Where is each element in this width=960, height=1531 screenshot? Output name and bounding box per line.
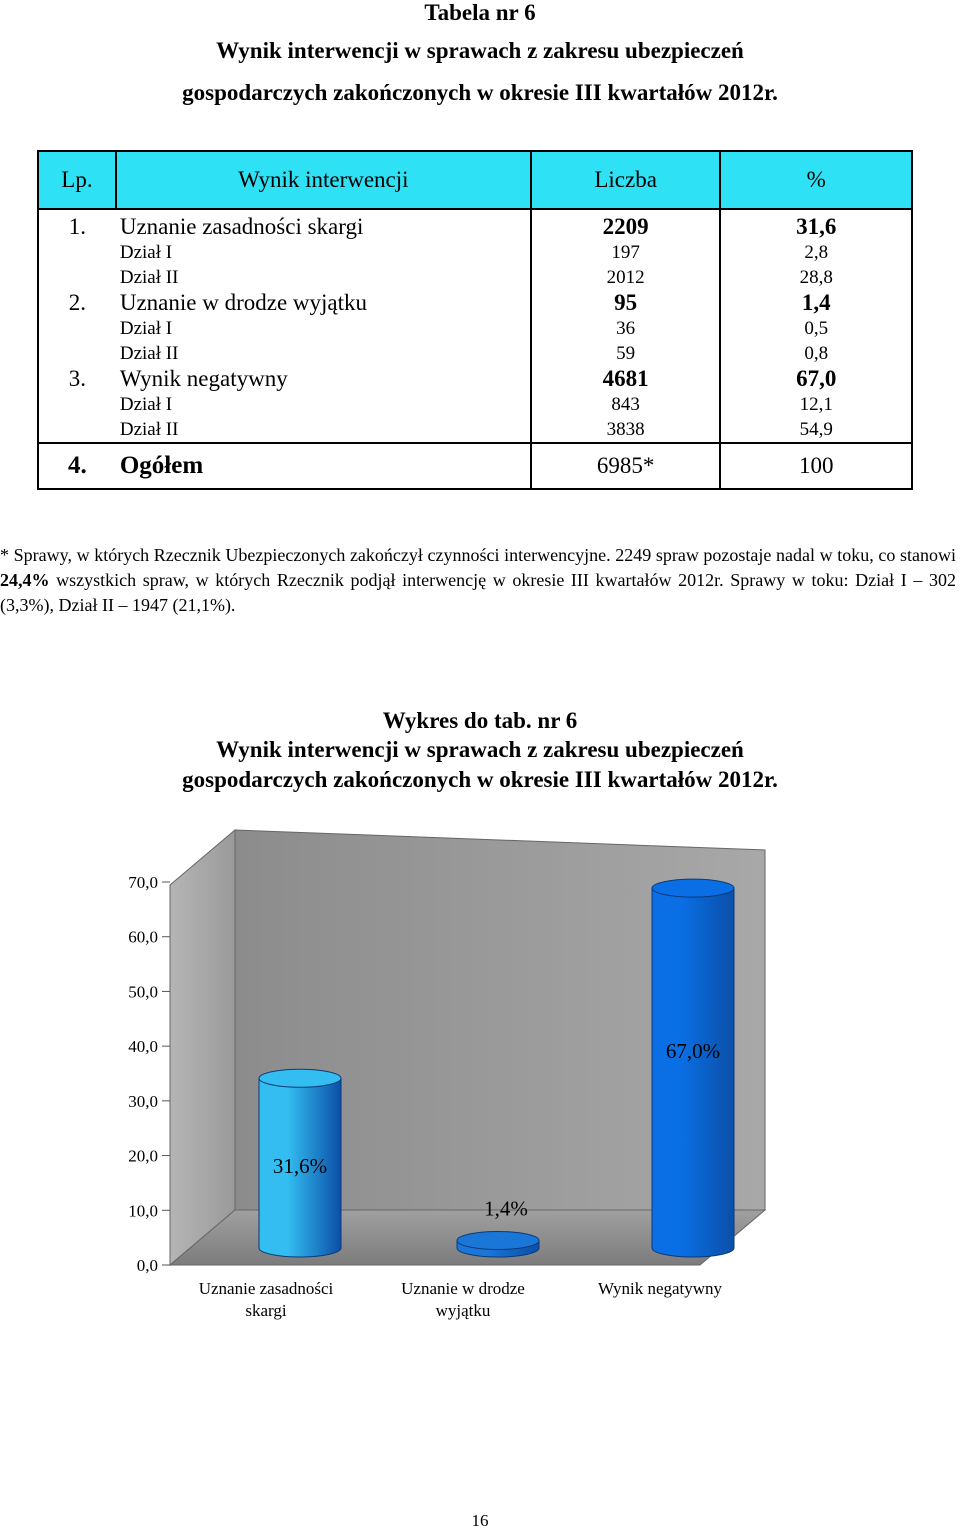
row-name: Dział II <box>119 419 179 440</box>
table-title: Tabela nr 6 <box>424 0 536 25</box>
row-name: Wynik negatywny <box>119 366 288 391</box>
header-percent: % <box>720 151 912 209</box>
row-count: 3838 <box>531 417 721 443</box>
y-tick-label: 10,0 <box>128 1201 158 1221</box>
row-percent: 0,5 <box>720 316 912 341</box>
row-count: 2209 <box>531 214 721 240</box>
row-percent: 67,0 <box>720 366 912 392</box>
row-percent: 31,6 <box>720 214 912 240</box>
row-count: 843 <box>531 392 721 417</box>
y-tick-label: 70,0 <box>128 873 158 892</box>
footnote-text-2: spraw pozostaje nadal w toku, co stanowi <box>651 545 956 565</box>
table-row <box>38 366 912 392</box>
bar <box>652 879 734 1257</box>
total-percent: 100 <box>720 443 912 489</box>
table-row <box>38 417 912 443</box>
bar-chart <box>0 810 960 1350</box>
y-axis-ticks <box>128 873 170 1275</box>
y-tick-label: 0,0 <box>136 1256 158 1275</box>
table-header-row <box>38 151 912 209</box>
bar-top <box>457 1231 539 1249</box>
row-count: 36 <box>531 316 721 341</box>
row-lp: 3. <box>68 366 87 391</box>
bar-top <box>652 879 734 897</box>
chart-title-line1: Wykres do tab. nr 6 <box>382 708 578 733</box>
table-row <box>38 341 912 366</box>
row-name: Dział I <box>119 242 173 263</box>
row-lp: 2. <box>68 290 87 315</box>
total-name: Ogółem <box>119 452 204 479</box>
y-tick-label: 60,0 <box>128 927 158 947</box>
footnote-pending-percent: 24,4% <box>0 570 50 590</box>
row-percent: 0,8 <box>720 341 912 366</box>
row-count: 197 <box>531 240 721 265</box>
row-percent: 2,8 <box>720 240 912 265</box>
y-tick-label: 50,0 <box>128 982 158 1002</box>
row-name: Dział I <box>119 394 173 415</box>
row-name: Uznanie w drodze wyjątku <box>119 290 368 315</box>
table-total-row <box>38 443 912 489</box>
y-tick-label: 30,0 <box>128 1091 158 1111</box>
page-number: 16 <box>471 1511 489 1530</box>
table-row <box>38 214 912 240</box>
row-count: 4681 <box>531 366 721 392</box>
category-label: Uznanie w drodze <box>401 1279 525 1298</box>
row-percent: 1,4 <box>720 290 912 316</box>
bar <box>457 1231 539 1257</box>
category-label: wyjątku <box>435 1301 491 1320</box>
table-row <box>38 265 912 290</box>
footnote-text-3: wszystkich spraw, w których Rzecznik podjął interwencję w okresie III kwartałów 2012r. Sprawy w toku: Dział I – 302 (3,3%), Dział II – 1947 (21,1%). <box>0 570 956 615</box>
total-lp: 4. <box>38 443 116 489</box>
chart-side-wall <box>170 830 235 1265</box>
row-percent: 28,8 <box>720 265 912 290</box>
row-percent: 12,1 <box>720 392 912 417</box>
table-subtitle-line2: gospodarczych zakończonych w okresie III kwartałów 2012r. <box>182 80 778 105</box>
y-tick-label: 20,0 <box>128 1146 158 1166</box>
footnote <box>0 543 956 618</box>
category-label: skargi <box>245 1301 287 1320</box>
table-row <box>38 240 912 265</box>
row-count: 2012 <box>531 265 721 290</box>
data-label: 31,6% <box>272 1154 328 1179</box>
data-label: 67,0% <box>665 1039 721 1064</box>
chart-title-line3: gospodarczych zakończonych w okresie III kwartałów 2012r. <box>182 767 778 792</box>
table-row <box>38 290 912 316</box>
row-name: Dział II <box>119 267 179 288</box>
row-name: Dział II <box>119 343 179 364</box>
table-subtitle-line1: Wynik interwencji w sprawach z zakresu ubezpieczeń <box>216 38 744 63</box>
header-count: Liczba <box>531 151 721 209</box>
row-percent: 54,9 <box>720 417 912 443</box>
category-labels <box>199 1279 723 1320</box>
row-count: 95 <box>531 290 721 316</box>
footnote-text-1: * Sprawy, w których Rzecznik Ubezpieczonych zakończył czynności interwencyjne. <box>0 545 616 565</box>
row-lp: 1. <box>68 214 87 239</box>
table-row <box>38 316 912 341</box>
y-tick-label: 40,0 <box>128 1037 158 1057</box>
footnote-pending-count: 2249 <box>615 545 652 565</box>
bar-body <box>652 888 734 1257</box>
chart-title-line2: Wynik interwencji w sprawach z zakresu ubezpieczeń <box>216 737 744 762</box>
row-count: 59 <box>531 341 721 366</box>
row-name: Dział I <box>119 318 173 339</box>
header-result: Wynik interwencji <box>116 151 531 209</box>
results-table <box>37 150 913 490</box>
category-label: Uznanie zasadności <box>198 1279 334 1298</box>
category-label: Wynik negatywny <box>597 1279 723 1298</box>
total-count: 6985* <box>531 443 721 489</box>
row-name: Uznanie zasadności skargi <box>119 214 364 239</box>
bar-top <box>259 1069 341 1087</box>
table-row <box>38 392 912 417</box>
header-lp: Lp. <box>38 151 116 209</box>
data-label: 1,4% <box>484 1196 528 1221</box>
